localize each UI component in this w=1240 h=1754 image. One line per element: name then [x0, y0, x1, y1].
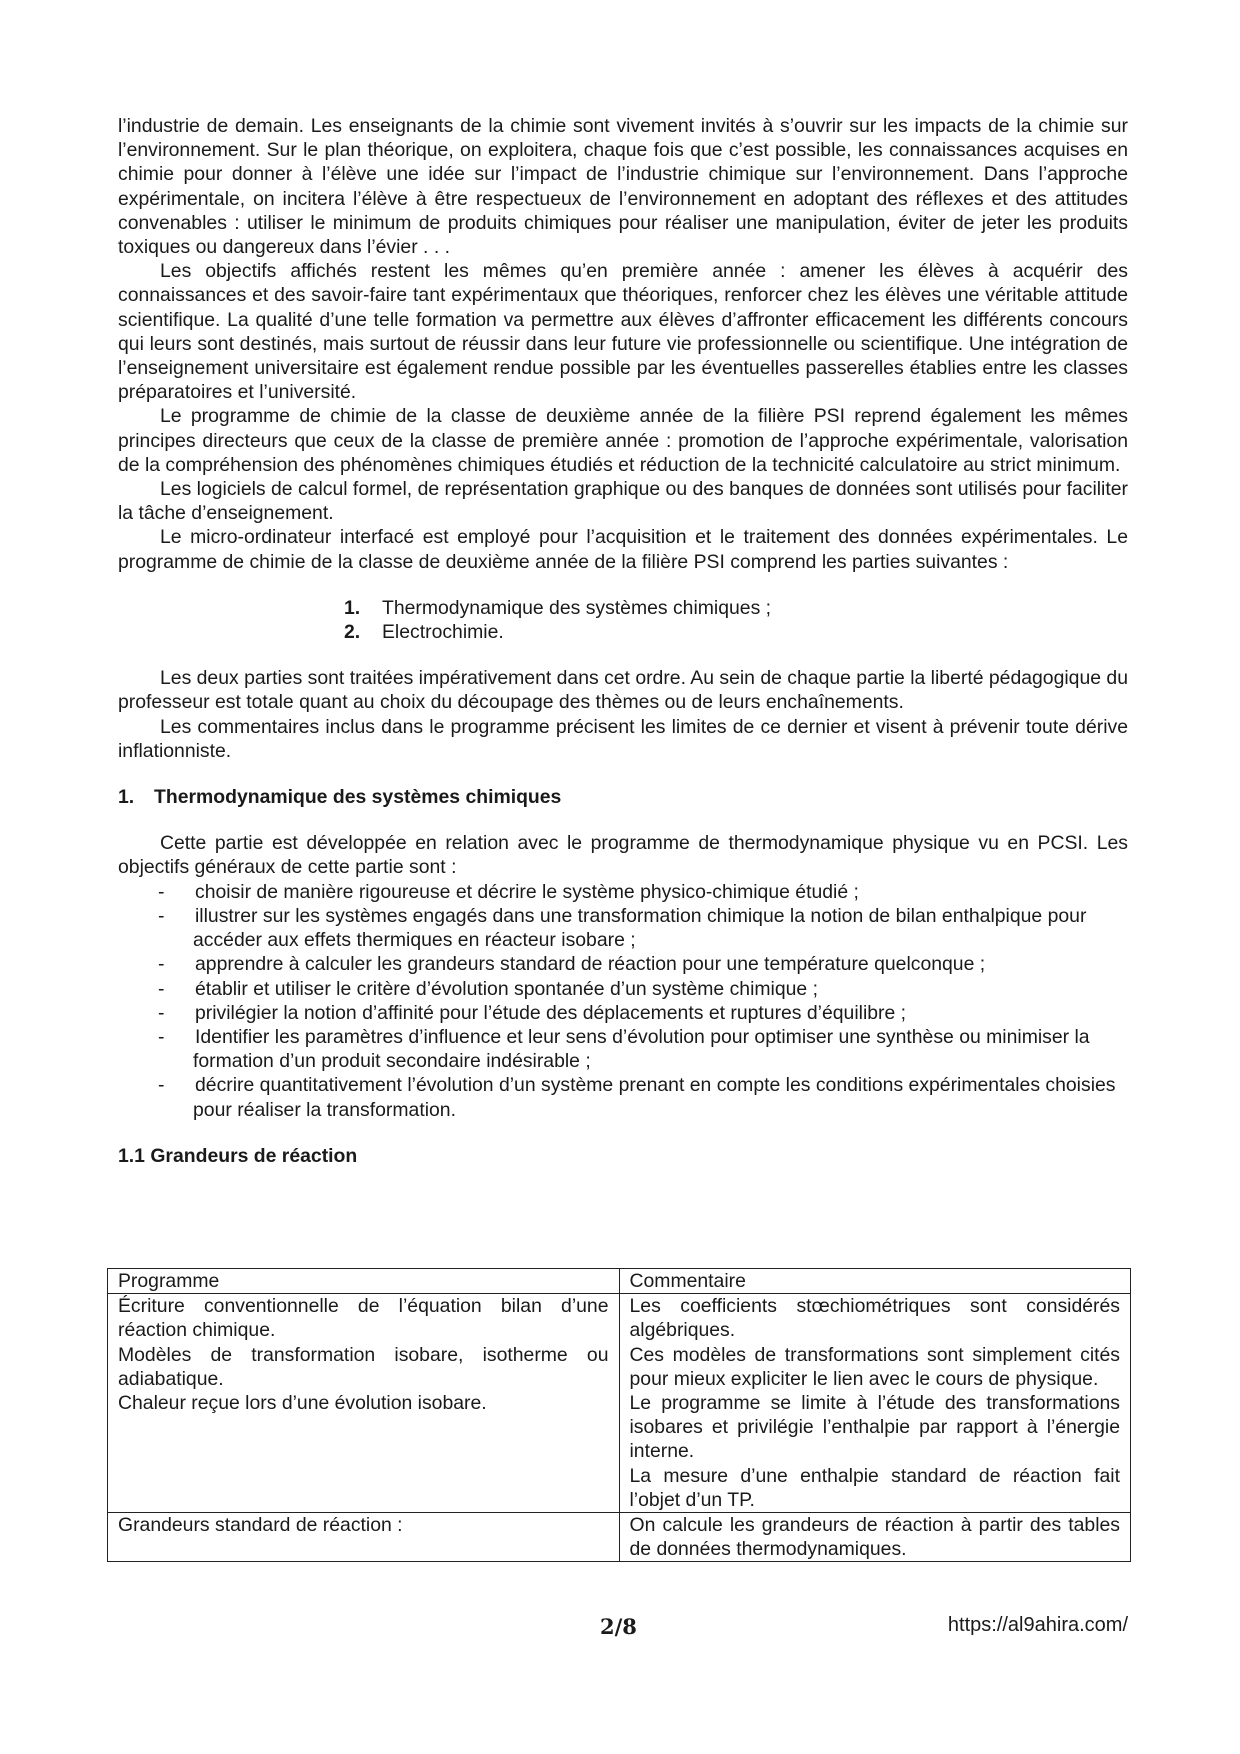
- page-number: 2/8: [600, 1614, 637, 1639]
- parts-list: [118, 596, 1128, 644]
- list-item-text: illustrer sur les systèmes engagés dans une transformation chimique la notion de bilan enthalpique pour accéder aux effets thermiques en réacteur isobare ;: [193, 904, 1087, 952]
- paragraph: Les deux parties sont traitées impérativement dans cet ordre. Au sein de chaque partie la liberté pédagogique du professeur est totale quant au choix du découpage des thèmes ou de leurs enchaînements.: [118, 667, 1128, 714]
- list-item: [118, 1025, 1128, 1073]
- table-header-row: [108, 1269, 1131, 1294]
- list-item: [118, 952, 1128, 976]
- cell-line: Le programme se limite à l’étude des transformations isobares et privilégie l’enthalpie par rapport à l’énergie interne.: [629, 1392, 1120, 1463]
- list-item-text: Identifier les paramètres d’influence et leur sens d’évolution pour optimiser une synthèse ou minimiser la formation d’un produit secondaire indésirable ;: [193, 1025, 1090, 1073]
- list-item-label: Thermodynamique des systèmes chimiques ;: [382, 596, 772, 619]
- paragraph: Le micro-ordinateur interfacé est employé pour l’acquisition et le traitement des données expérimentales. Le programme de chimie de la classe de deuxième année de la filière PSI comprend les parties suivantes :: [118, 526, 1128, 573]
- section-heading: [118, 785, 1128, 809]
- paragraph: Les objectifs affichés restent les mêmes qu’en première année : amener les élèves à acquérir des connaissances et des savoir-faire tant expérimentaux que théoriques, renforcer chez les élèves une véritable attitude scientifique. La qualité d’une telle formation va permettre aux élèves d’affronter efficacement les différents concours qui leurs sont destinés, mais surtout de réussir dans leur future vie professionnelle ou scientifique. Une intégration de l’enseignement universitaire est également rendue possible par les éventuelles passerelles établies entre les classes préparatoires et l’université.: [118, 260, 1128, 404]
- list-item: [118, 1001, 1128, 1025]
- table-cell: On calcule les grandeurs de réaction à partir des tables de données thermodynamiques.: [619, 1513, 1131, 1562]
- paragraph: Les commentaires inclus dans le programme précisent les limites de ce dernier et visent à prévenir toute dérive inflationniste.: [118, 715, 1128, 762]
- paragraph: Cette partie est développée en relation avec le programme de thermodynamique physique vu en PCSI. Les objectifs généraux de cette partie sont :: [118, 832, 1128, 879]
- list-item-text: décrire quantitativement l’évolution d’un système prenant en compte les conditions expérimentales choisies pour réaliser la transformation.: [193, 1074, 1116, 1121]
- cell-line: Ces modèles de transformations sont simplement cités pour mieux expliciter le lien avec le cours de physique.: [629, 1343, 1120, 1390]
- list-item: [118, 596, 1128, 620]
- subsection-heading: 1.1 Grandeurs de réaction: [118, 1144, 358, 1167]
- dash-bullet: -: [158, 1074, 165, 1097]
- section-title: Thermodynamique des systèmes chimiques: [154, 786, 562, 809]
- table-header-cell: Programme: [108, 1269, 620, 1294]
- paragraph: Les logiciels de calcul formel, de représentation graphique ou des banques de données sont utilisés pour faciliter la tâche d’enseignement.: [118, 478, 1128, 525]
- dash-bullet: -: [158, 1001, 165, 1024]
- dash-bullet: -: [158, 977, 165, 1000]
- cell-line: Chaleur reçue lors d’une évolution isobare.: [118, 1392, 487, 1415]
- dash-bullet: -: [158, 880, 165, 903]
- list-item-text: établir et utiliser le critère d’évolution spontanée d’un système chimique ;: [195, 977, 818, 1000]
- section-number: 1.: [118, 786, 135, 809]
- table-row: [108, 1294, 1131, 1513]
- list-item: [118, 620, 1128, 644]
- cell-line: Modèles de transformation isobare, isotherme ou adiabatique.: [118, 1343, 609, 1390]
- body-text: [118, 114, 1128, 1190]
- paragraph: l’industrie de demain. Les enseignants de la chimie sont vivement invités à s’ouvrir sur les impacts de la chimie sur l’environnement. Sur le plan théorique, on exploitera, chaque fois que c’est possible, les connaissances acquises en chimie pour donner à l’élève une idée sur l’impact de l’industrie chimique sur l’environnement. Dans l’approche expérimentale, on incitera l’élève à être respectueux de l’environnement en adoptant des réflexes et des attitudes convenables : utiliser le minimum de produits chimiques pour réaliser une manipulation, éviter de jeter les produits toxiques ou dangereux dans l’évier . . .: [118, 115, 1128, 259]
- table-cell: Grandeurs standard de réaction :: [108, 1513, 620, 1562]
- table-header-cell: Commentaire: [619, 1269, 1131, 1294]
- dash-bullet: -: [158, 904, 165, 927]
- list-item: [118, 904, 1128, 952]
- list-item: [118, 977, 1128, 1001]
- cell-line: La mesure d’une enthalpie standard de réaction fait l’objet d’un TP.: [629, 1464, 1120, 1511]
- footer-url: https://al9ahira.com/: [947, 1614, 1128, 1636]
- list-item-text: apprendre à calculer les grandeurs standard de réaction pour une température quelconque ;: [195, 953, 986, 976]
- list-item: [118, 1073, 1128, 1121]
- program-table: [107, 1268, 1131, 1562]
- list-number: 2.: [344, 621, 361, 644]
- list-item-label: Electrochimie.: [382, 621, 504, 644]
- table-cell: [619, 1294, 1131, 1513]
- list-number: 1.: [344, 596, 361, 619]
- table-cell: [108, 1294, 620, 1513]
- cell-line: Écriture conventionnelle de l’équation bilan d’une réaction chimique.: [118, 1295, 609, 1342]
- dash-bullet: -: [158, 953, 165, 976]
- objectives-list: [118, 880, 1128, 1122]
- list-item-text: privilégier la notion d’affinité pour l’étude des déplacements et ruptures d’équilibre ;: [195, 1001, 907, 1024]
- dash-bullet: -: [158, 1025, 165, 1048]
- list-item: [118, 880, 1128, 904]
- table-row: [108, 1513, 1131, 1562]
- cell-line: Les coefficients stœchiométriques sont considérés algébriques.: [629, 1295, 1120, 1342]
- paragraph: Le programme de chimie de la classe de deuxième année de la filière PSI reprend également les mêmes principes directeurs que ceux de la classe de première année : promotion de l’approche expérimentale, valorisation de la compréhension des phénomènes chimiques étudiés et réduction de la technicité calculatoire au strict minimum.: [118, 405, 1128, 476]
- list-item-text: choisir de manière rigoureuse et décrire le système physico-chimique étudié ;: [195, 880, 859, 903]
